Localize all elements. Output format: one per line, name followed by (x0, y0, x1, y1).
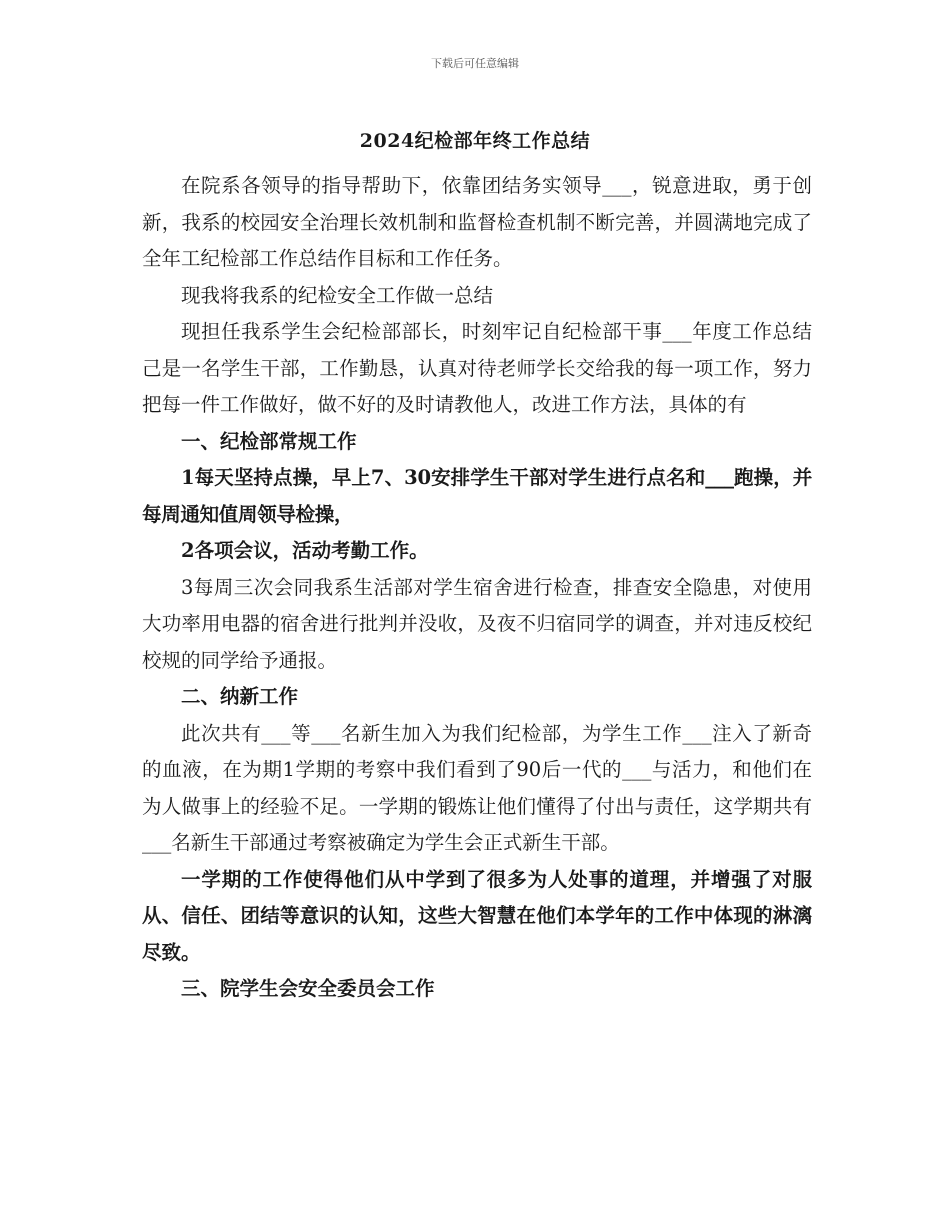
paragraph-item-2: 2各项会议，活动考勤工作。 (181, 539, 429, 562)
paragraph-item-1: 1每天坚持点操，早上7、30安排学生干部对学生进行点名和___跑操，并每周通知值周领导检操， (142, 466, 812, 526)
paragraph-recruitment: 此次共有___等___名新生加入为我们纪检部，为学生工作___注入了新奇的血液，在为期1学期的考察中我们看到了90后一代的___与活力，和他们在为人做事上的经验不足。一学期的锻炼让他们懂得了付出与责任，这学期共有___名新生干部通过考察被确定为学生会正式新生干部。 (142, 721, 812, 854)
document-body (142, 168, 812, 1008)
paragraph-item-3: 3每周三次会同我系生活部对学生宿舍进行检查，排查安全隐患，对使用大功率用电器的宿舍进行批判并没收，及夜不归宿同学的调查，并对违反校纪校规的同学给予通报。 (142, 575, 812, 672)
paragraph-intro: 在院系各领导的指导帮助下，依靠团结务实领导___，锐意进取，勇于创新，我系的校园安全治理长效机制和监督检查机制不断完善，并圆满地完成了全年工纪检部工作总结作目标和工作任务。 (142, 174, 812, 270)
header-note: 下载后可任意编辑 (431, 57, 519, 70)
paragraph-recruitment-result: 一学期的工作使得他们从中学到了很多为人处事的道理，并增强了对服从、信任、团结等意识的认知，这些大智慧在他们本学年的工作中体现的淋漓尽致。 (142, 867, 812, 964)
document-title: 2024纪检部年终工作总结 (359, 130, 591, 152)
paragraph-summary-lead: 现我将我系的纪检安全工作做一总结 (181, 283, 494, 307)
section-heading-2: 二、纳新工作 (181, 685, 299, 708)
section-heading-3: 三、院学生会安全委员会工作 (181, 977, 435, 1000)
section-heading-1: 一、纪检部常规工作 (181, 429, 357, 453)
paragraph-role: 现担任我系学生会纪检部部长，时刻牢记自纪检部干事___年度工作总结己是一名学生干部，工作勤恳，认真对待老师学长交给我的每一项工作，努力把每一件工作做好，做不好的及时请教他人，改进工作方法，具体的有 (142, 320, 812, 416)
